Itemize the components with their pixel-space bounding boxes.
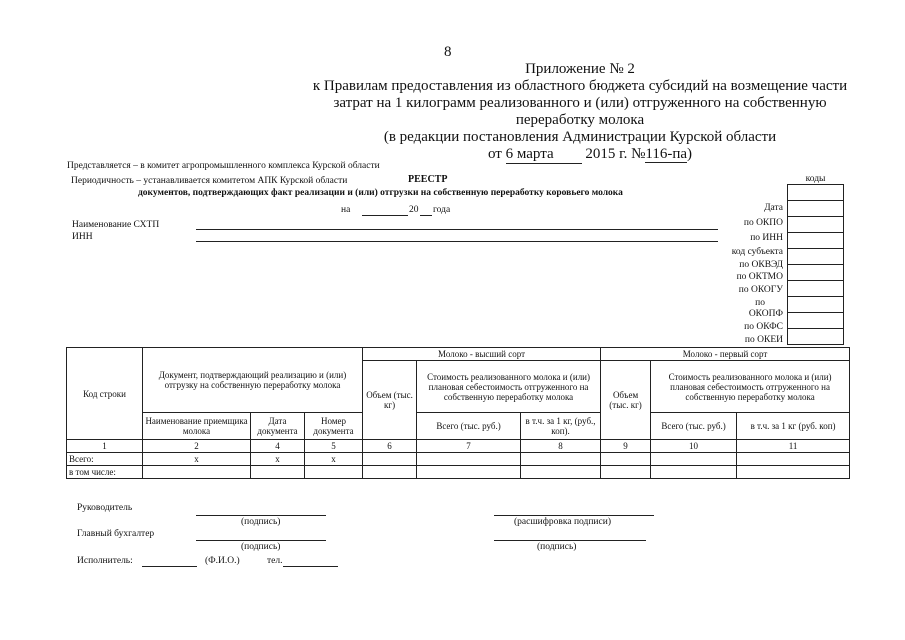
code-cell-okved[interactable]: [788, 249, 844, 265]
appendix-title: Приложение № 2: [525, 61, 635, 77]
col-num-9: 9: [601, 440, 651, 453]
name-label: Наименование СХТП: [72, 220, 160, 230]
on-date-suffix: года: [433, 205, 451, 215]
incl-cell-9[interactable]: [601, 466, 651, 479]
col-num-1: 1: [67, 440, 143, 453]
code-cell-inn[interactable]: [788, 217, 844, 233]
incl-cell-8[interactable]: [521, 466, 601, 479]
code-label-okved: по ОКВЭД: [739, 260, 783, 270]
code-label-po: по: [755, 298, 765, 308]
incl-cell-10[interactable]: [651, 466, 737, 479]
code-label-date: Дата: [764, 203, 783, 213]
executor-fio-caption: (Ф.И.О.): [205, 556, 240, 566]
total-cell-11[interactable]: [737, 453, 850, 466]
date-prefix: от: [488, 146, 502, 162]
col-num-5: 5: [305, 440, 363, 453]
header-line-2: затрат на 1 килограмм реализованного и (или) отгруженного на собственную: [333, 95, 827, 111]
col-num-4: 4: [251, 440, 305, 453]
code-cell-okpo[interactable]: [788, 201, 844, 217]
incl-cell-2[interactable]: [143, 466, 251, 479]
th-volume-first: Объем (тыс. кг): [601, 361, 651, 440]
date-close: ): [687, 146, 693, 162]
incl-cell-11[interactable]: [737, 466, 850, 479]
submitted-text: Представляется – в комитет агропромышленного комплекса Курской области: [67, 161, 380, 171]
th-doc-number: Номер документа: [305, 413, 363, 440]
including-row-label: в том числе:: [67, 466, 143, 479]
head-signature-caption: (подпись): [241, 517, 281, 527]
code-cell-okogu[interactable]: [788, 281, 844, 297]
total-x-receiver: x: [143, 453, 251, 466]
code-label-inn: по ИНН: [750, 233, 783, 243]
inn-field-line[interactable]: [196, 241, 718, 242]
incl-cell-7[interactable]: [417, 466, 521, 479]
total-cell-10[interactable]: [651, 453, 737, 466]
incl-cell-6[interactable]: [363, 466, 417, 479]
code-cell-subject[interactable]: [788, 233, 844, 249]
col-num-8: 8: [521, 440, 601, 453]
th-total-top: Всего (тыс. руб.): [417, 413, 521, 440]
executor-label: Исполнитель:: [77, 556, 133, 566]
code-label-okpo: по ОКПО: [743, 218, 783, 228]
executor-name-line[interactable]: [142, 566, 197, 567]
on-date-prefix: на: [341, 205, 351, 215]
periodicity-text: Периодичность – устанавливается комитетом АПК Курской области: [71, 176, 348, 186]
total-x-number: x: [305, 453, 363, 466]
register-table: [66, 347, 850, 479]
code-label-okfs: по ОКФС: [744, 322, 783, 332]
code-label-okogu: по ОКОГУ: [738, 285, 783, 295]
th-per-kg-first: в т.ч. за 1 кг (руб. коп): [737, 413, 850, 440]
col-num-7: 7: [417, 440, 521, 453]
head-signature-line[interactable]: [196, 515, 326, 516]
code-cell-okfs[interactable]: [788, 313, 844, 329]
date-number: 116-па: [645, 146, 688, 162]
register-subtitle: документов, подтверждающих факт реализации и (или) отгрузки на собственную переработку коровьего молока: [138, 188, 623, 198]
total-cell-9[interactable]: [601, 453, 651, 466]
th-cost-top: Стоимость реализованного молока и (или) плановая себестоимость отгруженного на собственную переработку молока: [417, 361, 601, 413]
header-line-4: (в редакции постановления Администрации Курской области: [383, 129, 777, 145]
th-cost-first: Стоимость реализованного молока и (или) плановая себестоимость отгруженного на собственную переработку молока: [651, 361, 850, 413]
head-label: Руководитель: [77, 503, 133, 513]
code-label-okopf: ОКОПФ: [748, 309, 783, 319]
accountant-decoding-caption: (подпись): [537, 542, 577, 552]
header-line-1: к Правилам предоставления из областного бюджета субсидий на возмещение части: [312, 78, 848, 94]
executor-tel-label: тел.: [267, 556, 283, 566]
accountant-label: Главный бухгалтер: [77, 529, 155, 539]
col-num-10: 10: [651, 440, 737, 453]
col-num-6: 6: [363, 440, 417, 453]
code-label-okei: по ОКЕИ: [744, 335, 783, 345]
accountant-signature-line[interactable]: [196, 540, 326, 541]
code-cell-date[interactable]: [788, 185, 844, 201]
codes-table: [787, 174, 844, 345]
th-code-row: Код строки: [67, 348, 143, 440]
th-milk-top: Молоко - высший сорт: [363, 348, 601, 361]
col-num-11: 11: [737, 440, 850, 453]
register-title: РЕЕСТР: [408, 174, 448, 185]
head-decoding-caption: (расшифровка подписи): [514, 517, 611, 527]
th-per-kg-top: в т.ч. за 1 кг, (руб., коп).: [521, 413, 601, 440]
total-row-label: Всего:: [67, 453, 143, 466]
inn-label: ИНН: [72, 232, 93, 242]
incl-cell-4[interactable]: [251, 466, 305, 479]
th-receiver: Наименование приемщика молока: [143, 413, 251, 440]
header-date-line: [488, 146, 692, 164]
total-cell-7[interactable]: [417, 453, 521, 466]
header-line-3: переработку молока: [515, 112, 645, 128]
codes-header: коды: [805, 174, 826, 184]
on-date-blank: [362, 215, 408, 216]
total-cell-8[interactable]: [521, 453, 601, 466]
code-label-oktmo: по ОКТМО: [736, 272, 783, 282]
code-cell-okei[interactable]: [788, 329, 844, 345]
on-date-year: 20: [409, 205, 419, 215]
th-doc-date: Дата документа: [251, 413, 305, 440]
code-label-subject: код субъекта: [731, 247, 783, 257]
th-milk-first: Молоко - первый сорт: [601, 348, 850, 361]
accountant-signature-caption: (подпись): [241, 542, 281, 552]
th-document: Документ, подтверждающий реализацию и (или) отгрузку на собственную переработку молока: [143, 348, 363, 413]
on-date-year-blank: [420, 215, 432, 216]
name-field-line[interactable]: [196, 229, 718, 230]
date-year: 2015 г. №: [585, 146, 646, 162]
code-cell-okopf[interactable]: [788, 297, 844, 313]
head-decoding-line[interactable]: [494, 515, 654, 516]
col-num-2: 2: [143, 440, 251, 453]
th-volume-top: Объем (тыс. кг): [363, 361, 417, 440]
total-cell-6[interactable]: [363, 453, 417, 466]
executor-tel-line[interactable]: [283, 566, 338, 567]
code-cell-oktmo[interactable]: [788, 265, 844, 281]
accountant-decoding-line[interactable]: [494, 540, 646, 541]
date-day-month: 6 марта: [506, 146, 582, 164]
total-x-date: x: [251, 453, 305, 466]
page-number: 8: [444, 44, 452, 60]
incl-cell-5[interactable]: [305, 466, 363, 479]
th-total-first: Всего (тыс. руб.): [651, 413, 737, 440]
